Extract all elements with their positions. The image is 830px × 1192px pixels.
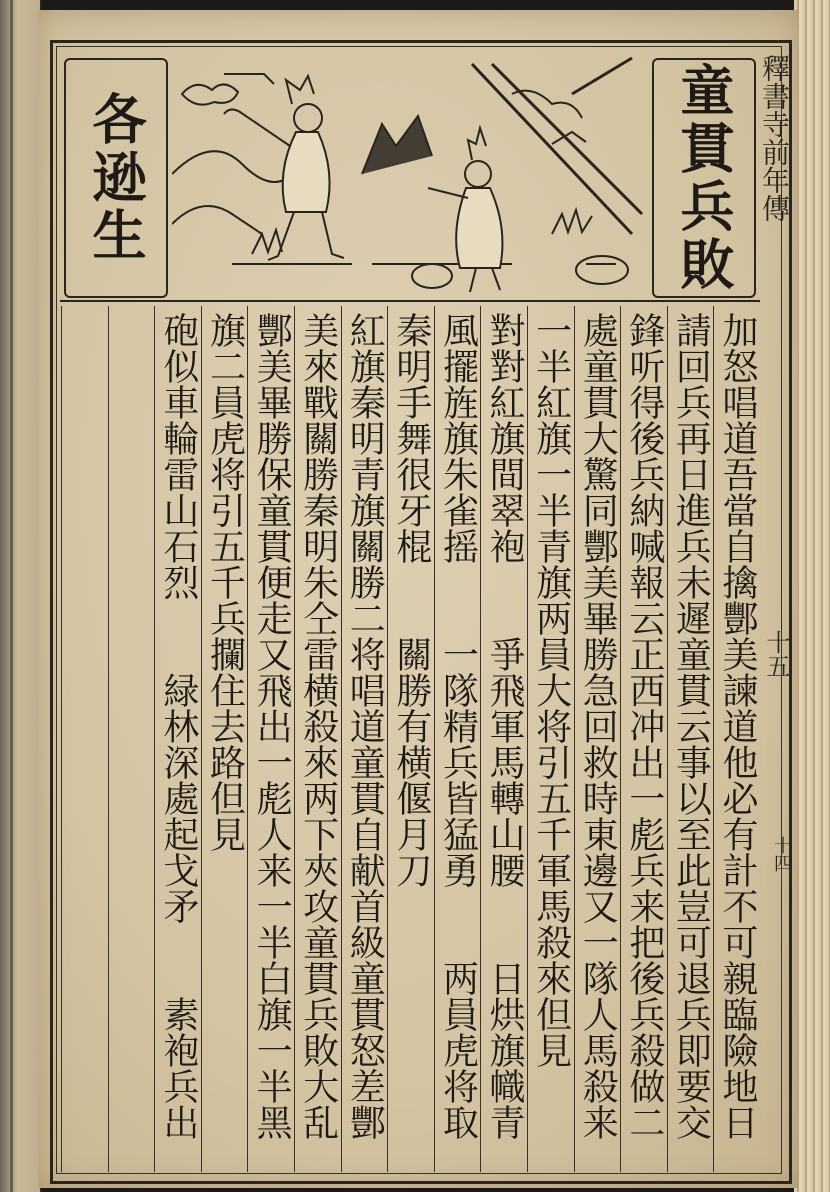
text-column: 請回兵再日進兵未遲童貫云事以至此豈可退兵即要交 [667,306,714,1172]
text-column: 酆美畢勝保童貫便走又飛出一彪人来一半白旗一半黑 [247,306,294,1172]
illustration-banner [60,50,760,302]
margin-header: 釋書寺前年傳 [758,54,791,222]
right-title: 童貫兵敗 [672,62,736,294]
text-column: 旗二員虎将引五千兵攔住去路但見 [201,306,248,1172]
text-column: 秦明手舞很牙棍 關勝有横偃月刀 [387,306,434,1172]
left-title: 各逊生 [84,91,148,265]
folio-number-small: 十四 [771,836,792,872]
text-column: 風擺旌旗朱雀摇 一隊精兵皆猛勇 两員虎将取 [434,306,481,1172]
text-column: 處童貫大驚同酆美畢勝急回救時東邊又一隊人馬殺来 [574,306,621,1172]
text-column: 對對紅旗間翠袍 爭飛軍馬轉山腰 日烘旗幟青 [480,306,527,1172]
text-column: 砲似車輪雷山石烈 緑林深處起戈矛 素袍兵出 [154,306,201,1172]
left-page-edge [0,0,42,1192]
text-column [108,306,155,1172]
right-title-panel [652,58,756,298]
text-column: 美來戰關勝秦明朱仝雷横殺來两下夾攻童貫兵敗大乱 [294,306,341,1172]
text-column: 一半紅旗一半青旗两員大将引五千軍馬殺來但見 [527,306,574,1172]
text-column: 紅旗秦明青旗關勝二将唱道童貫自献首級童貫怒差酆 [341,306,388,1172]
woodblock-illustration [172,54,648,296]
text-column: 加怒唱道吾當自擒酆美諫道他必有計不可親臨險地日 [713,306,760,1172]
text-column: 鋒听得後兵納喊報云正西冲出一彪兵来把後兵殺做二 [620,306,667,1172]
page-stack-edge [794,0,830,1192]
text-column [61,306,108,1172]
left-title-panel [64,58,168,298]
folio-number: 十五 [762,630,790,678]
book-page [38,10,798,1188]
text-columns [60,306,760,1172]
